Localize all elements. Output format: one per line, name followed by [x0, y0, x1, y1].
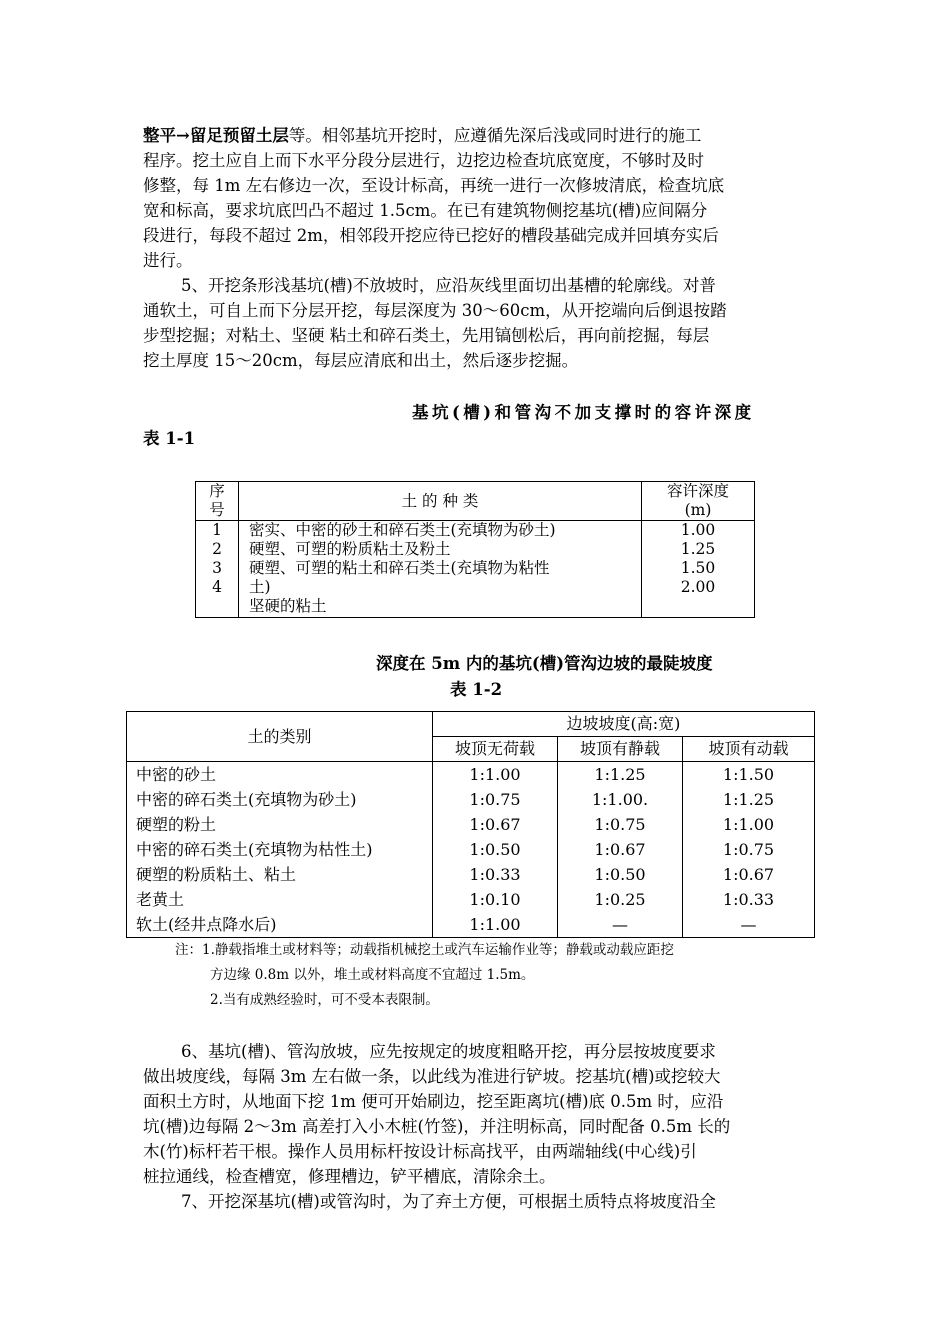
table2-subheader: 坡顶有动载: [683, 737, 815, 762]
table1-header-soil: 土 的 种 类: [239, 482, 642, 521]
text-line: 坑(槽)边每隔 2～3m 高差打入小木桩(竹签)，并注明标高，同时配备 0.5m 长的: [143, 1117, 731, 1136]
table1-title: 基坑(槽)和管沟不加支撑时的容许深度: [412, 403, 755, 422]
text-line: 段进行，每段不超过 2m，相邻段开挖应待已挖好的槽段基础完成并回填夯实后: [143, 226, 719, 245]
table-2: [126, 711, 815, 938]
table2-subheader: 坡顶有静载: [558, 737, 683, 762]
text-line: 等。相邻基坑开挖时，应遵循先深后浅或同时进行的施工: [288, 126, 702, 145]
note-line: 2.当有成熟经验时，可不受本表限制。: [210, 992, 439, 1008]
table1-soil-col: 密实、中密的砂土和碎石类土(充填物为砂土) 硬塑、可塑的粉质粘土及粉土 硬塑、可塑的粘土和碎石类土(充填物为粘性 土) 坚硬的粘土: [239, 521, 642, 618]
text-line: 宽和标高，要求坑底凹凸不超过 1.5cm。在已有建筑物侧挖基坑(槽)应间隔分: [143, 201, 708, 220]
text-line: 5、开挖条形浅基坑(槽)不放坡时，应沿灰线里面切出基槽的轮廓线。对普: [181, 276, 716, 295]
text-line: 7、开挖深基坑(槽)或管沟时，为了弃土方便，可根据土质特点将坡度沿全: [181, 1192, 716, 1211]
text-line: 桩拉通线，检查槽宽，修理槽边，铲平槽底，清除余土。: [143, 1167, 556, 1186]
table2-subheader: 坡顶无荷载: [433, 737, 558, 762]
note-line: 注：1.静载指堆土或材料等；动载指机械挖土或汽车运输作业等；静载或动载应距挖: [175, 942, 674, 958]
table1-depth-col: 1.00 1.25 1.50 2.00: [642, 521, 755, 618]
text-line: 进行。: [143, 251, 193, 270]
text-line: 程序。挖土应自上而下水平分段分层进行，边挖边检查坑底宽度，不够时及时: [143, 151, 704, 170]
text-line: 步型挖掘；对粘土、坚硬 粘土和碎石类土，先用镐刨松后，再向前挖掘，每层: [143, 326, 710, 345]
text-line: 木(竹)标杆若干根。操作人员用标杆按设计标高找平，由两端轴线(中心线)引: [143, 1142, 697, 1161]
paragraph-7: [143, 1189, 808, 1214]
table2-title: 深度在 5m 内的基坑(槽)管沟边坡的最陡坡度: [376, 654, 713, 673]
table-1: [195, 481, 755, 618]
table2-col-no-load: 1:1.00 1:0.75 1:0.67 1:0.50 1:0.33 1:0.10 1:1.00: [433, 762, 558, 938]
table2-number: 表 1-2: [450, 680, 503, 699]
table2-notes: [175, 938, 815, 1013]
table2-col-dynamic-load: 1:1.50 1:1.25 1:1.00 1:0.75 1:0.67 1:0.33 —: [683, 762, 815, 938]
top-paragraph: [143, 123, 808, 273]
text-line: 面积土方时，从地面下挖 1m 便可开始刷边，挖至距离坑(槽)底 0.5m 时，应沿: [143, 1092, 724, 1111]
table1-header-depth: 容许深度 (m): [642, 482, 755, 521]
table1-header-seq: 序号: [196, 482, 239, 521]
table2-header-group: 边坡坡度(高:宽): [433, 712, 815, 737]
paragraph-5: [143, 273, 808, 373]
text-line: 做出坡度线，每隔 3m 左右做一条，以此线为准进行铲坡。挖基坑(槽)或挖较大: [143, 1067, 721, 1086]
table2-header-soil: 土的类别: [127, 712, 433, 762]
paragraph-6: [143, 1039, 808, 1189]
table2-soil-col: 中密的砂土 中密的碎石类土(充填物为砂土) 硬塑的粉土 中密的碎石类土(充填物为枯性土) 硬塑的粉质粘土、粘土 老黄土 软土(经井点降水后): [127, 762, 433, 938]
table1-number: 表 1-1: [143, 429, 196, 448]
text-line: 修整，每 1m 左右修边一次，至设计标高，再统一进行一次修坡清底，检查坑底: [143, 176, 725, 195]
bold-lead: 整平→留足预留土层: [143, 126, 289, 145]
text-line: 通软土，可自上而下分层开挖，每层深度为 30～60cm，从开挖端向后倒退按踏: [143, 301, 727, 320]
table2-col-static-load: 1:1.25 1:1.00. 1:0.75 1:0.67 1:0.50 1:0.25 —: [558, 762, 683, 938]
table1-seq-col: 1 2 3 4: [196, 521, 239, 618]
note-line: 方边缘 0.8m 以外，堆土或材料高度不宜超过 1.5m。: [210, 967, 535, 983]
text-line: 挖土厚度 15～20cm，每层应清底和出土，然后逐步挖掘。: [143, 351, 579, 370]
text-line: 6、基坑(槽)、管沟放坡，应先按规定的坡度粗略开挖，再分层按坡度要求: [181, 1042, 716, 1061]
